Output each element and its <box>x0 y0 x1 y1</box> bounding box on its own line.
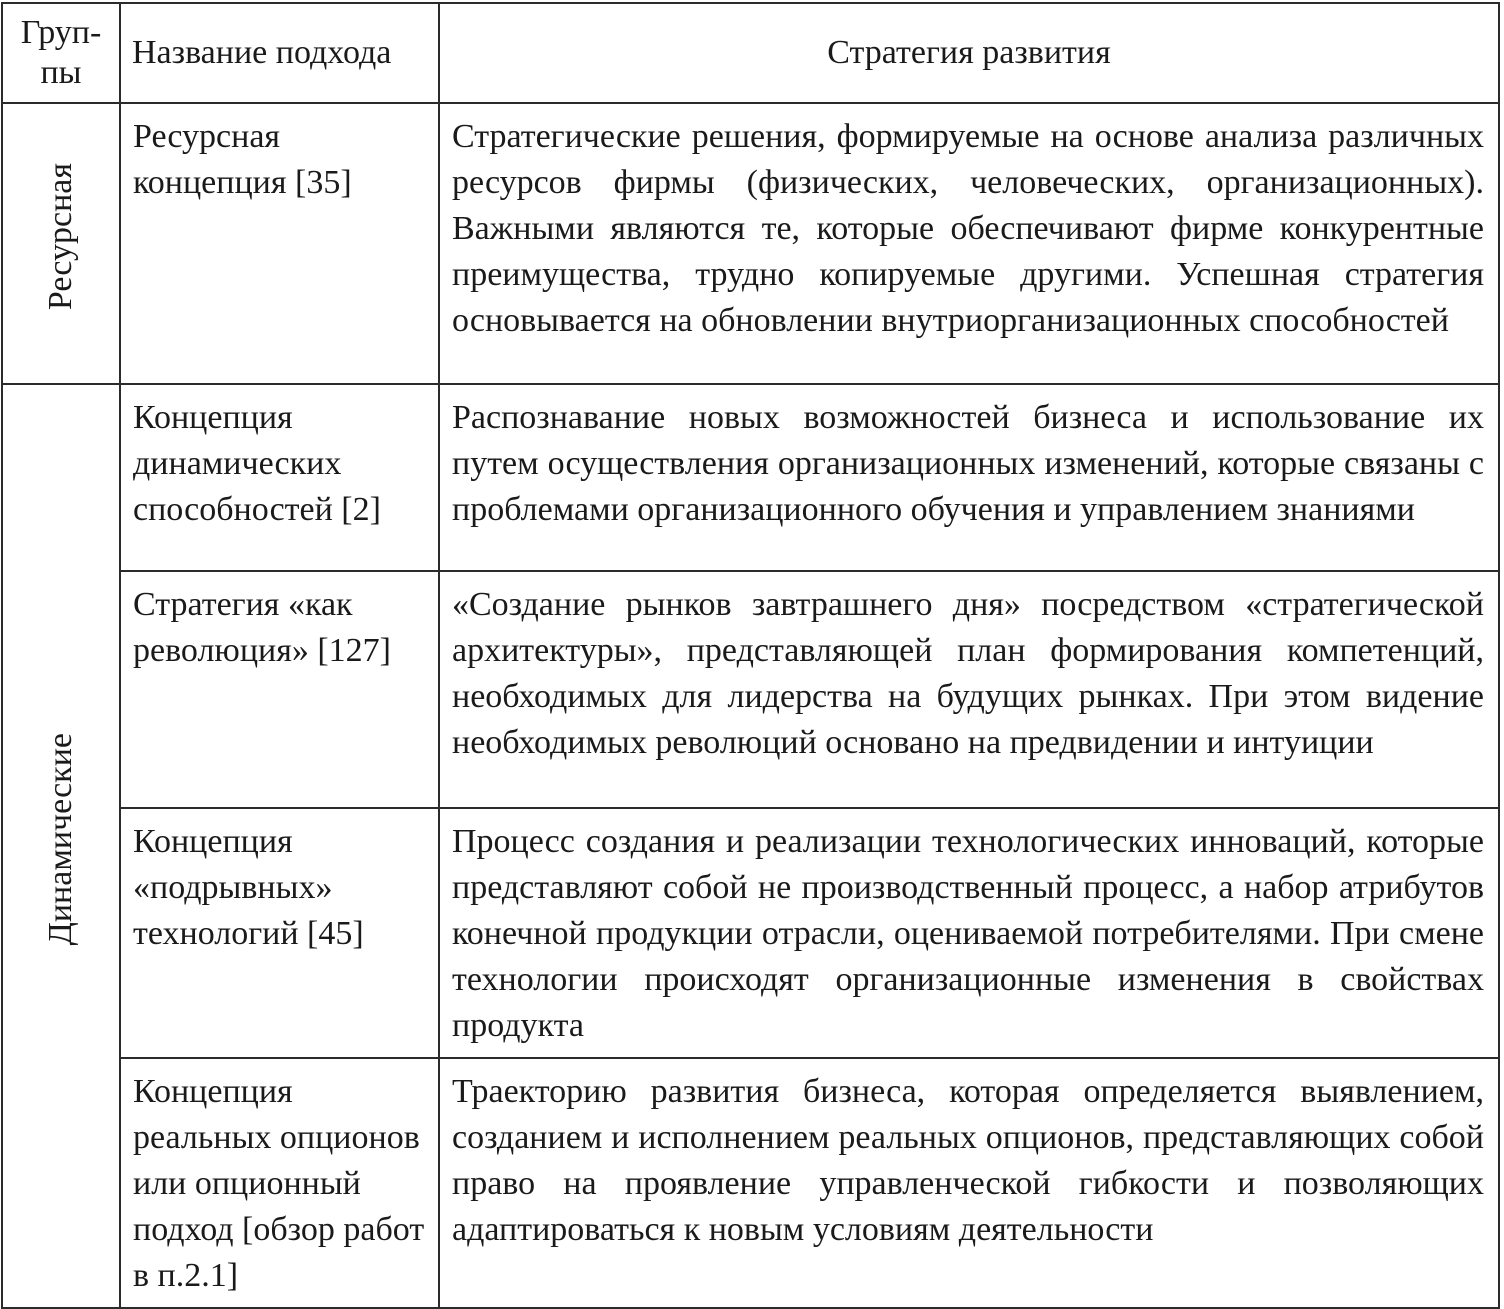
table-row <box>2 384 1499 571</box>
approach-name-cell: Концепция «подрывных» технологий [45] <box>120 808 439 1058</box>
header-groups-line2: пы <box>40 54 82 91</box>
approach-name-cell: Ресурсная концепция [35] <box>120 103 439 384</box>
strategy-cell: Распознавание новых возможностей бизнеса и использование их путем осуществления организационных изменений, которые связаны с проблемами организационного обучения и управлением знаниями <box>439 384 1499 571</box>
group-cell-dynamic <box>2 384 120 1308</box>
strategy-cell: Стратегические решения, формируемые на основе анализа различных ресурсов фирмы (физических, человеческих, организационных). Важными являются те, которые обеспечивают фирме конкурентные преимущества, трудно копируемые другими. Успешная стратегия основывается на обновлении внутриорганизационных способностей <box>439 103 1499 384</box>
header-groups <box>2 3 120 103</box>
header-approach-name: Название подхода <box>120 3 439 103</box>
group-label-dynamic: Динамические <box>42 733 79 946</box>
table-row <box>2 571 1499 808</box>
approach-name-cell: Стратегия «как революция» [127] <box>120 571 439 808</box>
strategy-cell: «Создание рынков завтрашнего дня» посредством «стратегической архитектуры», представляющей план формирования компетенций, необходимых для лидерства на будущих рынках. При этом видение необходимых революций основано на предвидении и интуиции <box>439 571 1499 808</box>
approach-name-cell: Концепция реальных опционов или опционный подход [обзор работ в п.2.1] <box>120 1058 439 1308</box>
approach-name-cell: Концепция динамических способностей [2] <box>120 384 439 571</box>
strategy-cell: Процесс создания и реализации технологических инноваций, которые представляют собой не производственный процесс, а набор атрибутов конечной продукции отрасли, оцениваемой потребителями. При смене технологии происходят организационные изменения в свойствах продукта <box>439 808 1499 1058</box>
header-groups-line1: Груп- <box>20 14 102 51</box>
group-label-resource: Ресурсная <box>42 163 79 311</box>
group-cell-resource <box>2 103 120 384</box>
table-row <box>2 808 1499 1058</box>
table-row <box>2 103 1499 384</box>
table-row <box>2 1058 1499 1308</box>
table-header-row <box>2 3 1499 103</box>
header-strategy: Стратегия развития <box>439 3 1499 103</box>
strategy-cell: Траекторию развития бизнеса, которая определяется выявлением, созданием и исполнением реальных опционов, представляющих собой право на проявление управленческой гибкости и позволяющих адаптироваться к новым условиям деятельности <box>439 1058 1499 1308</box>
strategy-table <box>1 2 1500 1309</box>
